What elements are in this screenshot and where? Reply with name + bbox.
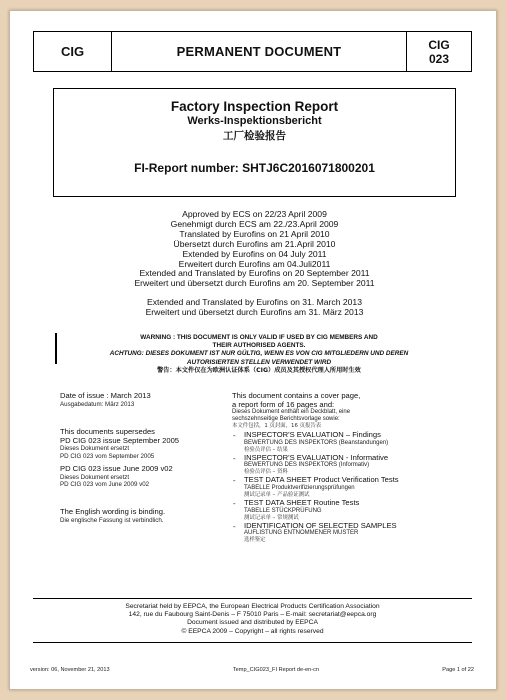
- header-org: CIG: [34, 32, 112, 71]
- issue-info: Date of issue : March 2013 Ausgabedatum: März 2013 This documents supersedes PD CIG 023 issue September 2005 Dieses Dokument ersetzt PD CIG 023 vom September 2005 PD CIG 023 issue June 2009 v02 Dieses Dokument ersetzt PD CIG 023 vom June 2009 v02 The English wording is binding. Die englische Fassung ist verbindlich.: [60, 391, 180, 524]
- page-footer: [30, 667, 474, 673]
- approval-line: Approved by ECS on 22/23 April 2009: [182, 209, 327, 219]
- header-title: PERMANENT DOCUMENT: [112, 32, 407, 71]
- approval-line: Extended by Eurofins on 04 July 2011: [182, 248, 327, 259]
- report-number: FI-Report number: SHTJ6C2016071800201: [134, 161, 375, 175]
- approval-line: Übersetzt durch Eurofins am 21.April 2010: [173, 238, 336, 249]
- page-number: Page 1 of 22: [442, 667, 474, 673]
- title-en: Factory Inspection Report: [170, 99, 339, 114]
- approval-history: [53, 210, 456, 318]
- approval-line: Extended and Translated by Eurofins on 31. March 2013: [147, 297, 362, 308]
- title-de: Werks-Inspektionsbericht: [187, 115, 322, 127]
- header-doc-id: CIG 023: [428, 37, 450, 66]
- warning-bar: [55, 333, 57, 364]
- list-item: - INSPECTOR'S EVALUATION – Findings BEWERTUNG DES INSPEKTORS (Beanstandungen) 检验员评估 – 结果: [232, 431, 462, 454]
- list-item: - IDENTIFICATION OF SELECTED SAMPLES AUFLISTUNG ENTNOMMENER MUSTER 选样鉴定: [232, 522, 462, 545]
- title-box: [53, 88, 456, 197]
- approval-line: Erweitert durch Eurofins am 04.Juli2011: [178, 258, 331, 269]
- document-header: [33, 31, 472, 72]
- title-cn: 工厂检验报告: [223, 130, 286, 142]
- secretariat-footer: Secretariat held by EEPCA, the European Electrical Products Certification Association 142, rue du Faubourg Saint-Denis – F 75010 Paris – E-mail: secretariat@eepca.org Document issued and distributed by EEPCA © EEPCA 2009 – Copyright – all rights reserved: [33, 598, 472, 643]
- approval-line: Erweitert und übersetzt durch Eurofins am 31. März 2013: [145, 307, 364, 318]
- approval-line: Extended and Translated by Eurofins on 20 September 2011: [139, 268, 370, 279]
- list-item: - INSPECTOR'S EVALUATION - Informative BEWERTUNG DES INSPEKTORS (Informativ) 检验员评估 – 资料: [232, 454, 462, 477]
- approval-line: Translated by Eurofins on 21 April 2010: [179, 228, 330, 239]
- contents-info: This document contains a cover page, a report form of 16 pages and: Dieses Dokument enthält ein Deckblatt, eine sechszehnseitige Berichtsvorlage sowie: 本文件包括，1 页封面，16 页报告表 - INSPECTOR'S EVALUATION – Findings BEWERTUNG DES INSPEKTORS (Beanstandungen) 检验员评估 – 结果 - INSPECTOR'S EVALUATION - Informative BEWERTUNG DES INSPEKTORS (Informativ) 检验员评估 – 资料 - TEST DATA SHEET Product Verification Tests TABELLE Produktverifizierungsprüfungen 测试记录单 – 产品验证测试 - TEST DATA SHEET Routine Tests TABELLE STÜCKPRÜFUNG 测试记录单 – 常规测试 - IDENTIFICATION OF SELECTED SAMPLES AUFLISTUNG ENTNOMMENER MUSTER 选样鉴定: [232, 392, 462, 544]
- version-label: version: 06, November 21, 2013: [30, 667, 110, 673]
- contents-list: [232, 431, 462, 544]
- approval-line: Erweitert und übersetzt durch Eurofins am 20. September 2011: [134, 278, 375, 289]
- approval-line: Genehmigt durch ECS am 22./23.April 2009: [170, 218, 339, 229]
- list-item: - TEST DATA SHEET Routine Tests TABELLE STÜCKPRÜFUNG 测试记录单 – 常规测试: [232, 499, 462, 522]
- list-item: - TEST DATA SHEET Product Verification Tests TABELLE Produktverifizierungsprüfungen 测试记录单 – 产品验证测试: [232, 476, 462, 499]
- template-label: Temp_CIG023_FI Report de-en-cn: [232, 667, 319, 673]
- warning-block: WARNING : THIS DOCUMENT IS ONLY VALID IF USED BY CIG MEMBERS AND THEIR AUTHORISED AGENTS. ACHTUNG: DIESES DOKUMENT IST NUR GÜLTIG, WENN ES VON CIG MITGLIEDERN UND DEREN AUTORISIERTEN STELLEN VERWENDET WIRD 警告：本文件仅在为欧洲认证体系（CIG）成员及其授权代理人所用时生效: [109, 334, 409, 374]
